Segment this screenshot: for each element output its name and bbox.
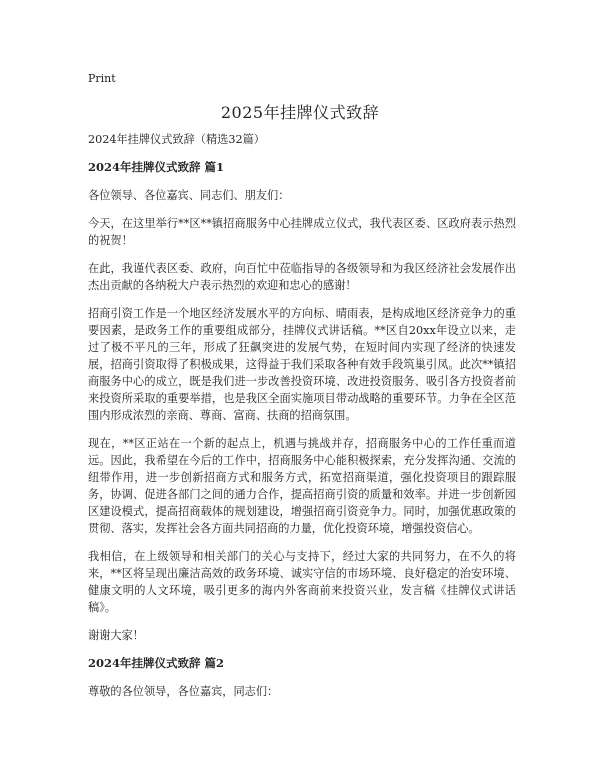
document-title: 2025年挂牌仪式致辞 bbox=[220, 103, 380, 122]
paragraph: 今天，在这里举行**区**镇招商服务中心挂牌成立仪式，我代表区委、区政府表示热烈的祝贺！ bbox=[88, 217, 516, 247]
paragraph: 现在，**区正站在一个新的起点上，机遇与挑战并存，招商服务中心的工作任重而道远。因此，我希望在今后的工作中，招商服务中心能积极探索，充分发挥沟通、交流的纽带作用，进一步创新招商方式和服务方式，拓宽招商渠道，强化投资项目的跟踪服务，协调、促进各部门之间的通力合作，提高招商引资的质量和效率。并进一步创新园区建设模式，提高招商载体的规划建设，增强招商引资竞争力。同时，加强优惠政策的贯彻、落实，发挥社会各方面共同招商的力量，优化投资环境，增强投资信心。 bbox=[88, 437, 516, 535]
paragraph: 谢谢大家！ bbox=[88, 629, 144, 642]
paragraph: 各位领导、各位嘉宾、同志们、朋友们： bbox=[88, 189, 290, 202]
document-body bbox=[88, 131, 516, 711]
paragraph: 在此，我谨代表区委、政府，向百忙中莅临指导的各级领导和为我区经济社会发展作出杰出贡献的各纳税大户表示热烈的欢迎和忠心的感谢！ bbox=[88, 262, 516, 292]
document-subtitle: 2024年挂牌仪式致辞（精选32篇） bbox=[88, 133, 265, 146]
print-link[interactable]: Print bbox=[88, 72, 116, 85]
paragraph: 招商引资工作是一个地区经济发展水平的方向标、晴雨表，是构成地区经济竞争力的重要因素，是政务工作的重要组成部分，挂牌仪式讲话稿。**区自20xx年设立以来，走过了极不平凡的三年，形成了狂飙突进的发展气势，在短时间内实现了经济的快速发展，招商引资取得了积极成果，这得益于我们采取各种有效手段筑巢引凤。此次**镇招商服务中心的成立，既是我们进一步改善投资环境、改进投资服务、吸引各方投资者前来投资所采取的重要举措，也是我区全面实施项目带动战略的重要环节。力争在全区范围内形成浓烈的亲商、尊商、富商、扶商的招商氛围。 bbox=[88, 307, 516, 422]
section-heading-1: 2024年挂牌仪式致辞 篇1 bbox=[88, 160, 225, 174]
paragraph: 尊敬的各位领导，各位嘉宾，同志们： bbox=[88, 685, 279, 698]
section-heading-2: 2024年挂牌仪式致辞 篇2 bbox=[88, 656, 225, 670]
paragraph: 我相信，在上级领导和相关部门的关心与支持下，经过大家的共同努力，在不久的将来，**区将呈现出廉洁高效的政务环境、诚实守信的市场环境、良好稳定的治安环境、健康文明的人文环境，吸引更多的海内外客商前来投资兴业，发言稿《挂牌仪式讲话稿》。 bbox=[88, 550, 516, 614]
